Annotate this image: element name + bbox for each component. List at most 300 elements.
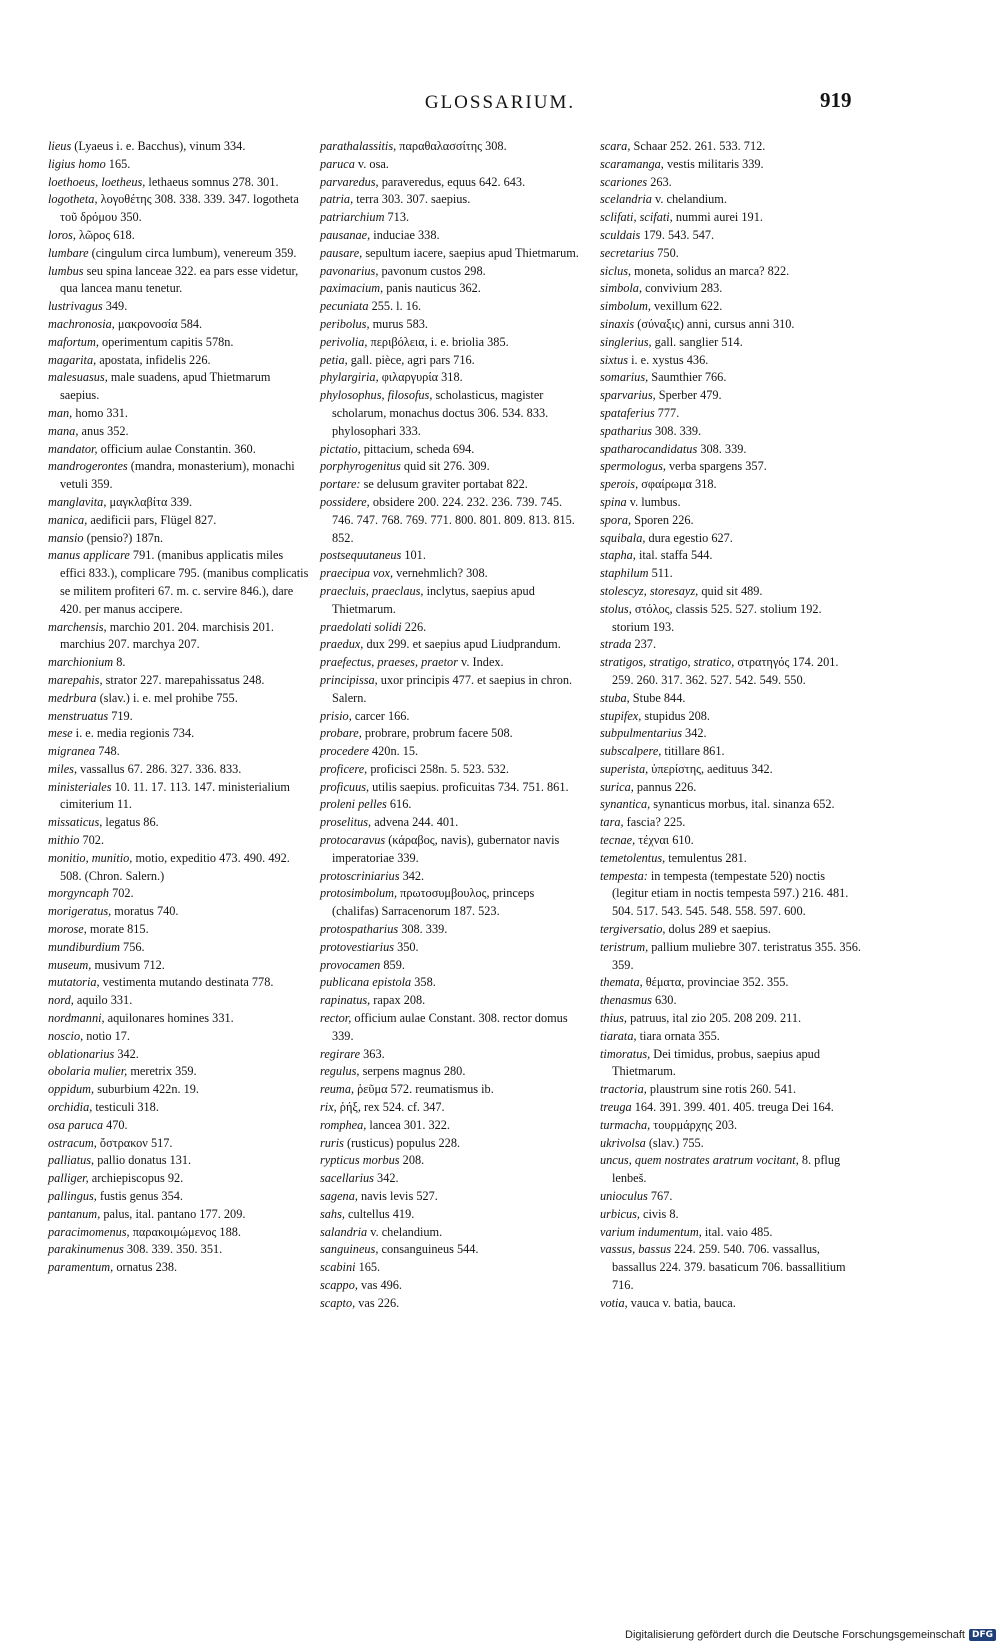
entry-definition: seu spina lanceae 322. ea pars esse videtur, qua lancea manu tenetur. [60,263,299,296]
entry-headword: man, [48,405,73,420]
entry-headword: siclus, [600,263,632,278]
entry-headword: sclifati, scifati, [600,210,673,225]
entry-definition: rapax 208. [370,993,426,1008]
entry-headword: ukrivolsa [600,1135,646,1150]
entry-definition: navis levis 527. [357,1189,438,1204]
entry-headword: porphyrogenitus [320,459,401,474]
entry-headword: romphea, [320,1117,367,1132]
entry-definition: 702. [109,886,134,901]
entry-definition: 8. [113,655,126,670]
entry-definition: (σύναξις) anni, cursus anni 310. [634,316,795,331]
entry-headword: superista, [600,761,649,776]
glossary-entry [600,832,862,850]
entry-headword: timoratus, [600,1046,651,1061]
entry-headword: spataferius [600,405,655,420]
entry-definition: στόλος, classis 525. 527. stolium 192. storium 193. [612,601,822,634]
entry-definition: terra 303. 307. saepius. [353,192,471,207]
glossary-entry [48,1259,310,1277]
glossary-entry [320,174,582,192]
entry-headword: vassus, bassus [600,1242,672,1257]
entry-definition: 719. [108,708,133,723]
glossary-entry [600,227,862,245]
entry-headword: pecuniata [320,299,369,314]
entry-headword: provocamen [320,957,381,972]
entry-definition: (rusticus) populus 228. [343,1135,461,1150]
glossary-entry [320,209,582,227]
entry-definition: stupidus 208. [641,708,710,723]
entry-headword: paramentum, [48,1260,114,1275]
entry-definition: plaustrum sine rotis 260. 541. [646,1082,797,1097]
entry-definition: vestimenta mutando destinata 778. [99,975,274,990]
entry-headword: sixtus [600,352,629,367]
glossary-entry [600,1224,862,1242]
glossary-entry [600,405,862,423]
entry-definition: musivum 712. [91,957,165,972]
entry-definition: male suadens, apud Thietmarum saepius. [60,370,271,403]
entry-headword: scelandria [600,192,652,207]
entry-definition: (slav.) i. e. mel prohibe 755. [96,690,238,705]
entry-headword: petia, [320,352,348,367]
entry-headword: parathalassitis, [320,139,397,153]
entry-definition: vernehmlich? 308. [393,566,488,581]
entry-headword: sahs, [320,1206,345,1221]
glossary-entry [48,743,310,761]
glossary-entry [320,227,582,245]
entry-headword: museum, [48,957,92,972]
entry-definition: Sperber 479. [655,388,722,403]
glossary-entry [320,761,582,779]
entry-definition: morate 815. [86,922,149,937]
entry-definition: Stube 844. [629,690,686,705]
entry-headword: paximacium, [320,281,384,296]
glossary-entry [48,227,310,245]
entry-definition: φιλαργυρία 318. [378,370,463,385]
entry-definition: consanguineus 544. [378,1242,479,1257]
glossary-entry [320,280,582,298]
entry-headword: stuba, [600,690,630,705]
entry-definition: dura egestio 627. [645,530,733,545]
entry-headword: sagena, [320,1189,358,1204]
glossary-column-1 [48,138,310,1277]
glossary-entry [600,298,862,316]
entry-headword: thenasmus [600,993,652,1008]
entry-headword: proselitus, [320,815,372,830]
glossary-entry [48,903,310,921]
entry-definition: suburbium 422n. 19. [94,1082,199,1097]
glossary-entry [48,885,310,903]
entry-headword: migranea [48,744,96,759]
entry-headword: monitio, munitio, [48,850,133,865]
glossary-entry [320,636,582,654]
glossary-entry [48,405,310,423]
entry-headword: rypticus morbus [320,1153,400,1168]
entry-definition: legatus 86. [102,815,159,830]
glossary-entry [48,441,310,459]
glossary-entry [600,423,862,441]
entry-headword: tempesta: [600,868,648,883]
glossary-entry [48,654,310,672]
entry-headword: probare, [320,726,362,741]
glossary-entry [600,1046,862,1082]
entry-headword: scabini [320,1260,356,1275]
entry-definition: 101. [401,548,426,563]
glossary-entry [48,191,310,227]
glossary-entry [48,1063,310,1081]
entry-definition: πρωτοσυμβουλος, princeps (chalifas) Sarracenorum 187. 523. [332,886,535,919]
glossary-entry [600,512,862,530]
entry-headword: surica, [600,779,634,794]
entry-definition: ital. staffa 544. [635,548,713,563]
glossary-entry [320,263,582,281]
glossary-entry [600,1010,862,1028]
entry-headword: palliger, [48,1171,89,1186]
glossary-entry [600,280,862,298]
entry-headword: morigeratus, [48,904,112,919]
glossary-entry [600,1117,862,1135]
glossary-entry [48,974,310,992]
glossary-entry [600,138,862,156]
footer-credit: Digitalisierung gefördert durch die Deutsche Forschungsgemeinschaft [625,1629,965,1641]
entry-definition: temulentus 281. [665,850,747,865]
entry-definition: Saumthier 766. [648,370,727,385]
entry-headword: turmacha, [600,1117,651,1132]
glossary-entry [320,619,582,637]
entry-definition: παρακοιμώμενος 188. [129,1224,241,1239]
entry-definition: 777. [654,405,680,420]
glossary-entry [320,1295,582,1313]
glossary-entry [320,334,582,352]
entry-definition: fascia? 225. [623,815,686,830]
entry-definition: 308. 339. [651,423,702,438]
entry-definition: σφαίρωμα 318. [638,477,717,492]
glossary-entry [320,814,582,832]
glossary-entry [48,369,310,405]
glossary-entry [320,779,582,797]
entry-definition: testiculi 318. [92,1100,159,1115]
entry-headword: tergiversatio, [600,922,666,937]
entry-definition: (κάραβος, navis), gubernator navis imperatoriae 339. [332,833,560,865]
glossary-entry [48,1224,310,1242]
entry-headword: rapinatus, [320,993,371,1008]
entry-definition: 224. 259. 540. 706. vassallus, bassallus 224. 379. basaticum 706. bassallitium 716. [612,1242,846,1292]
entry-definition: θέματα, provinciae 352. 355. [642,975,789,990]
glossary-entry [48,957,310,975]
glossary-entry [48,690,310,708]
glossary-entry [600,992,862,1010]
entry-definition: homo 331. [72,405,128,420]
entry-headword: phylosophus, filosofus, [320,388,433,403]
glossary-entry [48,263,310,299]
glossary-entry [600,369,862,387]
entry-definition: 350. [394,939,419,954]
entry-headword: votia, [600,1295,628,1310]
glossary-entry [320,1081,582,1099]
entry-definition: ῥεῦμα 572. reumatismus ib. [354,1082,494,1097]
entry-definition: vas 496. [357,1278,402,1292]
glossary-entry [600,939,862,975]
glossary-entry [600,476,862,494]
entry-definition: 165. [105,156,131,171]
glossary-entry [600,316,862,334]
entry-definition: ὄστρακον 517. [96,1135,173,1150]
entry-headword: mithio [48,833,80,848]
glossary-entry [48,921,310,939]
entry-headword: publicana epistola [320,975,412,990]
glossary-entry [600,387,862,405]
glossary-entry [600,565,862,583]
entry-headword: spermologus, [600,459,666,474]
entry-headword: marchionium [48,655,114,670]
entry-definition: aquilonares homines 331. [104,1011,234,1026]
entry-headword: possidere, [320,494,370,509]
entry-headword: thius, [600,1011,627,1026]
glossary-entry [320,458,582,476]
entry-definition: utilis saepius. proficuitas 734. 751. 861. [369,779,569,794]
glossary-entry [600,1081,862,1099]
entry-definition: λῶρος 618. [75,227,135,242]
entry-definition: 10. 11. 17. 113. 147. ministerialium cimiterium 11. [60,779,290,812]
entry-headword: manglavita, [48,494,107,509]
entry-headword: protosimbolum, [320,886,398,901]
entry-headword: temetolentus, [600,850,666,865]
entry-headword: proficuus, [320,779,370,794]
glossary-entry [320,974,582,992]
entry-headword: parvaredus, [320,174,379,189]
entry-definition: 420n. 15. [368,744,419,759]
glossary-entry [320,547,582,565]
entry-definition: μαγκλαβίτα 339. [106,494,193,509]
entry-headword: protoscriniarius [320,868,400,883]
glossary-entry [320,654,582,672]
glossary-entry [48,458,310,494]
page-title: GLOSSARIUM. [424,92,576,113]
entry-definition: 263. [647,174,672,189]
entry-headword: themata, [600,975,643,990]
entry-headword: patria, [320,192,354,207]
glossary-entry [600,174,862,192]
entry-definition: 342. [399,868,425,883]
entry-headword: nordmanni, [48,1011,105,1026]
entry-headword: oppidum, [48,1082,95,1097]
entry-headword: staphilum [600,566,649,581]
entry-definition: probrare, probrum facere 508. [361,726,513,741]
entry-definition: Dei timidus, probus, saepius apud Thietmarum. [612,1046,820,1079]
entry-headword: paracimomenus, [48,1224,130,1239]
glossary-entry [600,156,862,174]
entry-headword: praefectus, praeses, praetor [320,655,458,670]
glossary-entry [320,868,582,886]
entry-headword: perivolia, [320,334,368,349]
entry-headword: stapha, [600,548,636,563]
entry-headword: ministeriales [48,779,112,794]
entry-definition: vestis militaris 339. [663,156,764,171]
glossary-entry [600,761,862,779]
glossary-entry [320,245,582,263]
entry-definition: notio 17. [83,1028,130,1043]
entry-definition: 349. [102,299,128,314]
entry-definition: 208. [399,1153,425,1168]
entry-headword: mutatoria, [48,975,100,990]
glossary-entry [320,1010,582,1046]
entry-headword: palliatus, [48,1153,95,1168]
glossary-entry [48,174,310,192]
entry-definition: verba spargens 357. [665,459,767,474]
entry-definition: 511. [648,566,673,581]
glossary-entry [600,209,862,227]
glossary-entry [600,191,862,209]
glossary-entry [600,1028,862,1046]
entry-definition: στρατηγός 174. 201. 259. 260. 317. 362. 527. 542. 549. 550. [612,655,839,687]
glossary-entry [48,423,310,441]
entry-headword: lustrivagus [48,299,103,314]
glossary-entry [320,743,582,761]
entry-definition: (cingulum circa lumbum), venereum 359. [88,245,297,260]
entry-headword: synantica, [600,797,651,812]
glossary-entry [600,1135,862,1153]
entry-headword: portare: [320,477,361,492]
entry-definition: 358. [411,975,436,990]
glossary-entry [600,1099,862,1117]
glossary-entry [48,334,310,352]
glossary-entry [320,832,582,868]
entry-headword: marepahis, [48,672,103,687]
glossary-entry [48,939,310,957]
entry-headword: ostracum, [48,1135,97,1150]
entry-definition: paraveredus, equus 642. 643. [378,174,526,189]
glossary-entry [48,708,310,726]
glossary-entry [600,1206,862,1224]
entry-definition: 308. 339. [398,922,448,937]
entry-definition: 342. [114,1046,139,1061]
entry-definition: motio, expeditio 473. 490. 492. 508. (Chron. Salern.) [60,850,290,883]
glossary-entry [320,387,582,440]
glossary-entry [600,796,862,814]
entry-definition: nummi aurei 191. [672,210,763,225]
entry-definition: strator 227. marepahissatus 248. [102,672,265,687]
entry-headword: singlerius, [600,334,652,349]
entry-definition: carcer 166. [351,708,410,723]
entry-definition: quid sit 276. 309. [400,459,490,474]
entry-definition: cultellus 419. [344,1206,415,1221]
entry-definition: marchio 201. 204. marchisis 201. marchius 207. marchya 207. [60,619,274,652]
entry-definition: sepultum iacere, saepius apud Thietmarum. [362,245,579,260]
entry-headword: spatharocandidatus [600,441,698,456]
entry-definition: lethaeus somnus 278. 301. [145,174,279,189]
entry-headword: scara, [600,139,631,153]
glossary-entry [320,191,582,209]
entry-headword: praecluis, praeclaus, [320,583,424,598]
entry-headword: scapto, [320,1295,356,1310]
entry-headword: mundiburdium [48,939,120,954]
glossary-entry [48,725,310,743]
entry-definition: 748. [95,744,120,759]
entry-headword: praedux, [320,637,364,652]
entry-headword: miles, [48,761,78,776]
entry-headword: scariones [600,174,648,189]
entry-headword: ligius homo [48,156,106,171]
glossary-entry [320,1259,582,1277]
glossary-entry [48,352,310,370]
glossary-entry [320,476,582,494]
entry-headword: marchensis, [48,619,107,634]
glossary-entry [48,1046,310,1064]
entry-definition: vauca v. batia, bauca. [627,1295,736,1310]
entry-definition: παραθαλασσίτης 308. [396,139,507,153]
glossary-entry [320,1224,582,1242]
glossary-entry [600,690,862,708]
glossary-entry [320,708,582,726]
entry-headword: praecipua vox, [320,566,394,581]
entry-headword: pavonarius, [320,263,379,278]
entry-definition: murus 583. [369,316,428,331]
entry-headword: rix, [320,1100,337,1115]
glossary-entry [600,458,862,476]
glossary-entry [48,494,310,512]
glossary-entry [600,245,862,263]
entry-headword: scappo, [320,1278,358,1292]
entry-headword: spina [600,494,627,509]
entry-headword: mese [48,726,73,741]
glossary-entry [48,547,310,618]
entry-definition: 630. [651,993,677,1008]
entry-headword: scaramanga, [600,156,664,171]
entry-definition: 756. [119,939,145,954]
glossary-entry [48,1241,310,1259]
entry-headword: treuga [600,1100,632,1115]
entry-definition: palus, ital. pantano 177. 209. [100,1206,246,1221]
glossary-entry [48,992,310,1010]
entry-definition: τουρμάρχης 203. [650,1117,738,1132]
glossary-entry [320,316,582,334]
entry-definition: uxor principis 477. et saepius in chron. Salern. [332,672,573,705]
glossary-entry [48,1081,310,1099]
entry-headword: manica, [48,512,88,527]
entry-definition: scholasticus, magister scholarum, monachus doctus 306. 534. 833. phylosophari 333. [332,388,549,438]
entry-definition: quid sit 489. [698,583,763,598]
glossary-entry [600,974,862,992]
entry-definition: 342. [373,1171,399,1186]
glossary-entry [600,530,862,548]
glossary-entry [600,441,862,459]
entry-headword: parakinumenus [48,1242,124,1257]
entry-definition: 470. [103,1117,128,1132]
glossary-entry [600,1152,862,1188]
entry-headword: manus applicare [48,548,130,563]
entry-definition: proficisci 258n. 5. 523. 532. [367,761,509,776]
entry-headword: paruca [320,156,355,171]
entry-headword: spora, [600,512,632,527]
glossary-entry [48,530,310,548]
glossary-entry [48,245,310,263]
footer [625,1629,996,1641]
entry-definition: pallium muliebre 307. teristratus 355. 356. 359. [612,939,861,972]
entry-headword: regirare [320,1046,361,1061]
entry-definition: officium aulae Constant. 308. rector domus 339. [332,1011,568,1043]
entry-definition: 179. 543. 547. [640,227,715,242]
entry-definition: tiara ornata 355. [636,1028,720,1043]
glossary-entry [320,494,582,547]
entry-definition: dux 299. et saepius apud Liudprandum. [363,637,561,652]
glossary-entry [320,1277,582,1295]
entry-headword: stupifex, [600,708,642,723]
entry-definition: in tempesta (tempestate 520) noctis (legitur etiam in noctis tempesta 597.) 216. 481. 504. 517. 543. 545. 548. 558. 597. 600. [612,868,849,919]
entry-definition: patruus, ital zio 205. 208 209. 211. [627,1011,802,1026]
entry-definition: 363. [360,1046,385,1061]
entry-headword: sparvarius, [600,388,656,403]
entry-headword: mana, [48,423,79,438]
entry-definition: ornatus 238. [113,1260,178,1275]
entry-definition: anus 352. [78,423,129,438]
